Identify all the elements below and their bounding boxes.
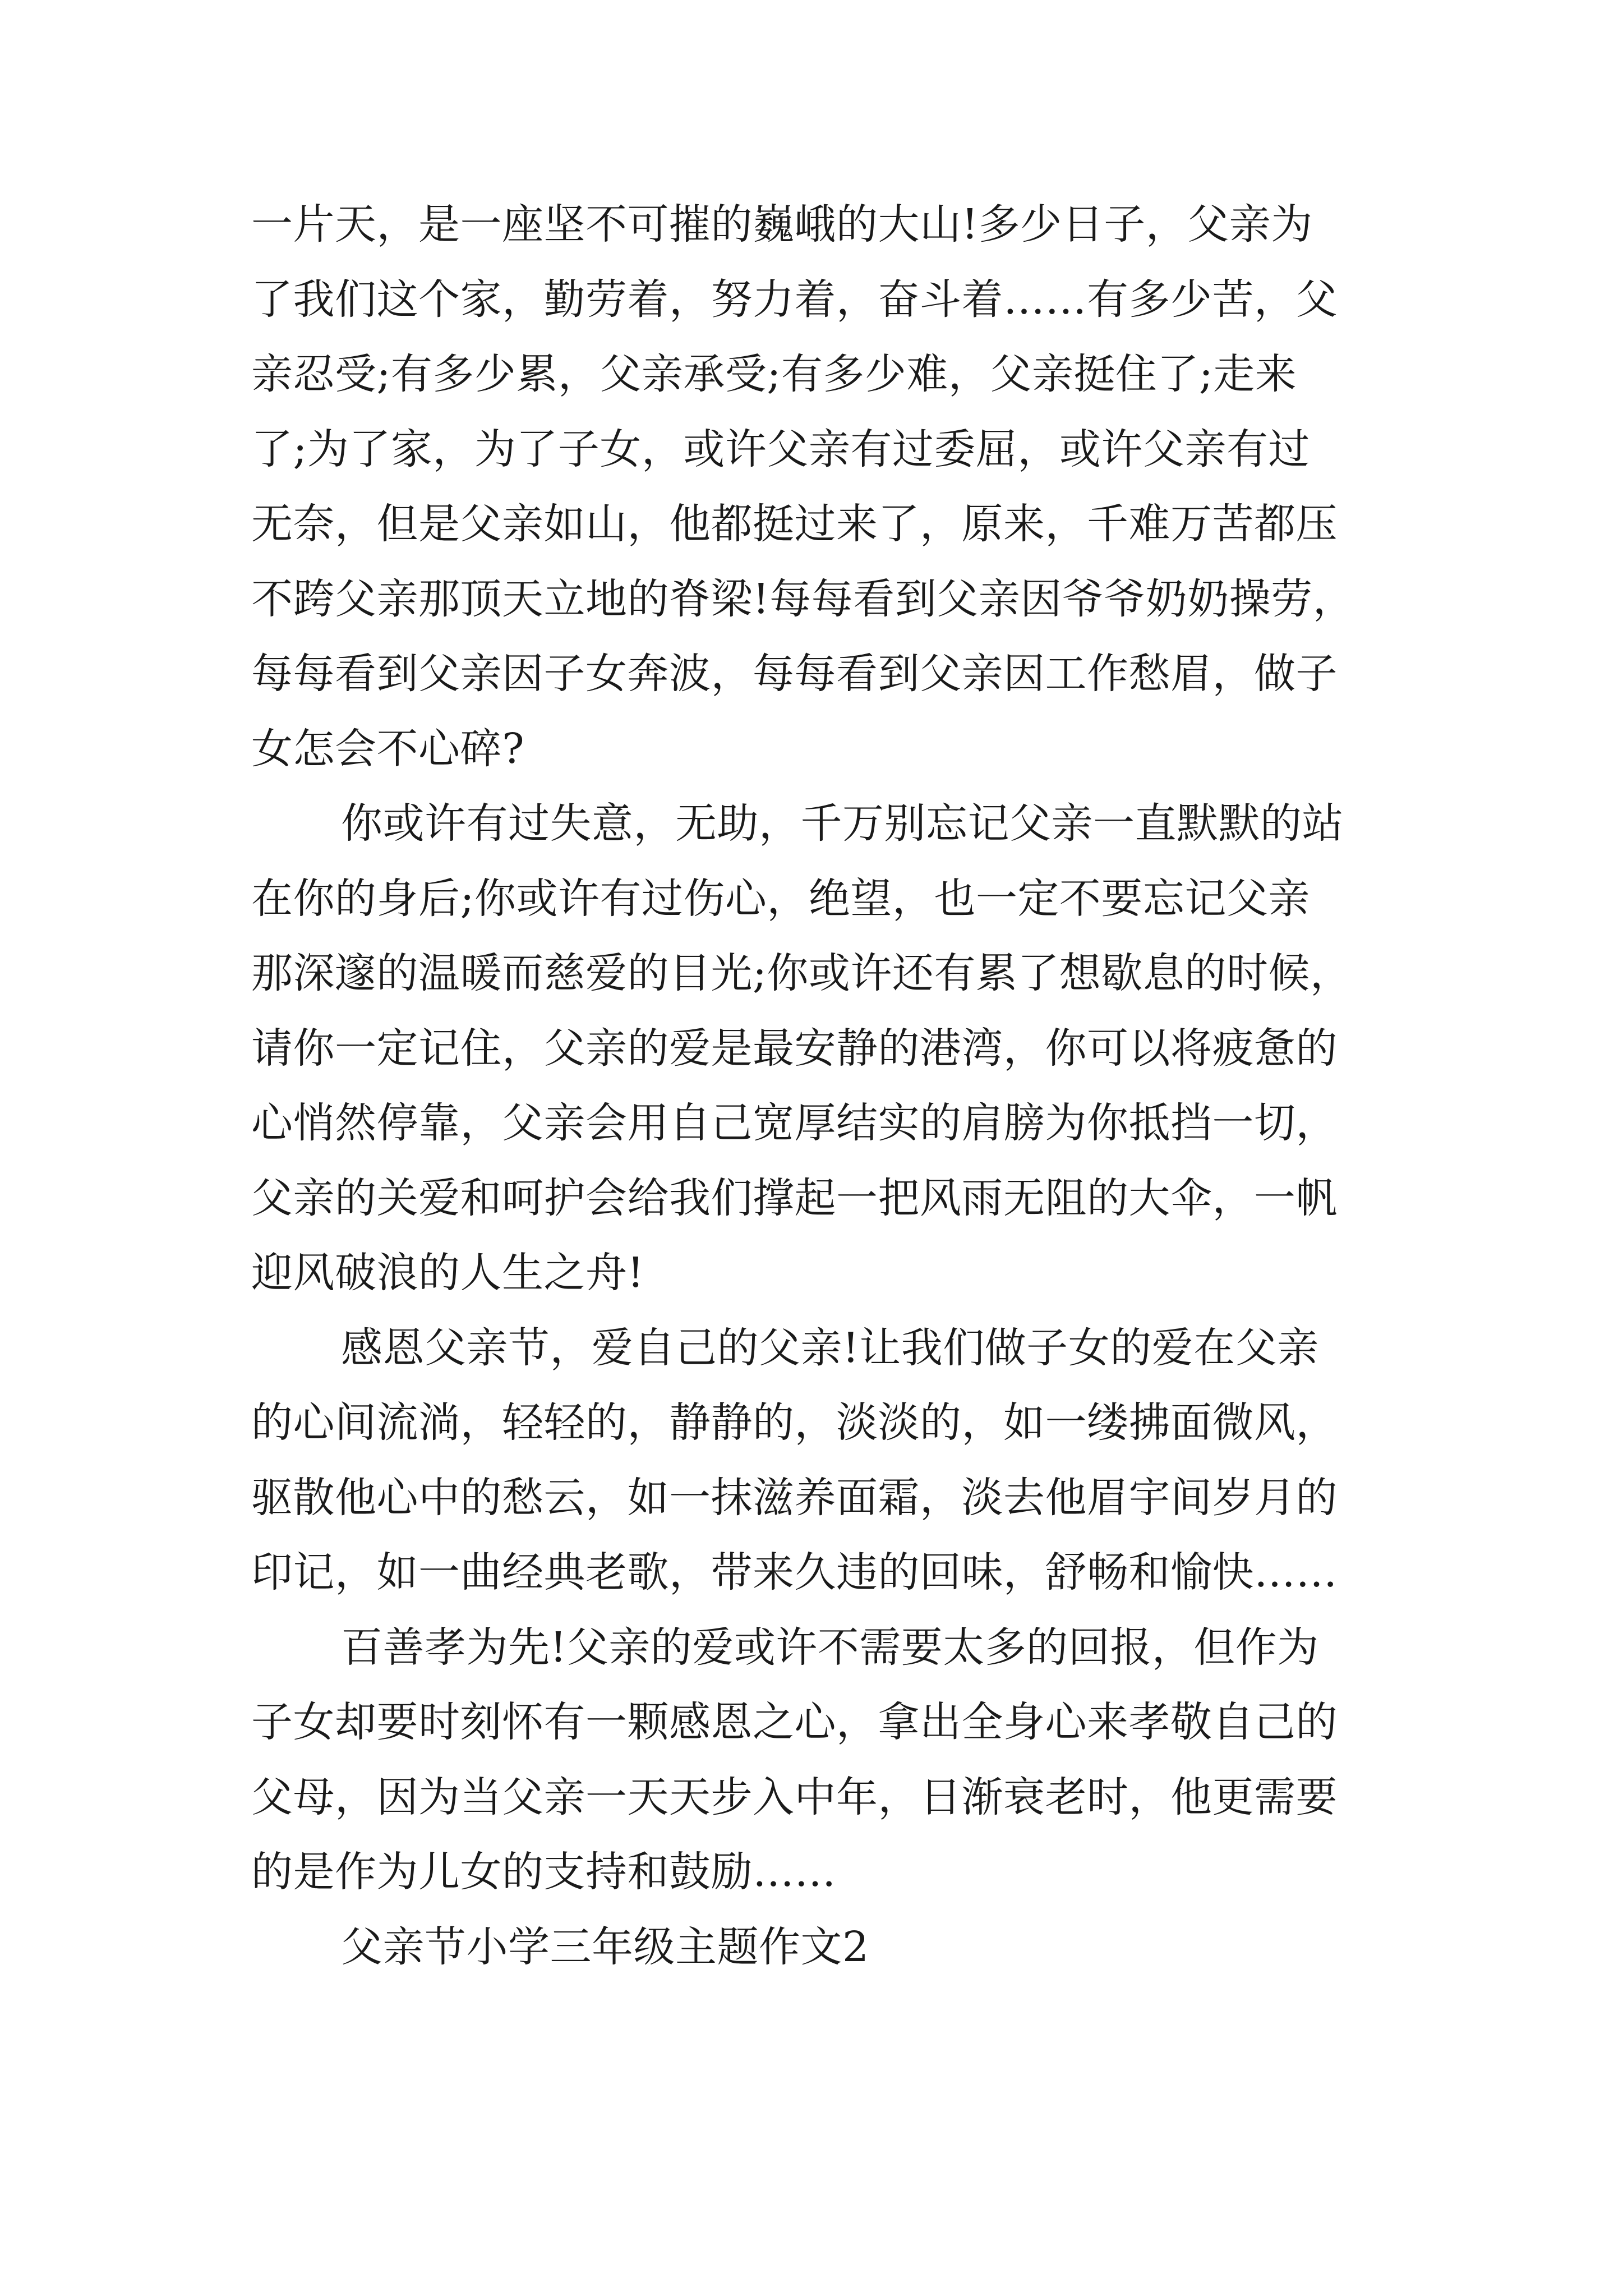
text-line: 女怎会不心碎?	[251, 724, 525, 773]
paragraph-3	[251, 1311, 1390, 1611]
text-line: 迎风破浪的人生之舟!	[251, 1249, 644, 1297]
text-line: 每每看到父亲因子女奔波，每每看到父亲因工作愁眉，做子	[251, 650, 1338, 698]
text-line: 子女却要时刻怀有一颗感恩之心，拿出全身心来孝敬自己的	[251, 1698, 1338, 1746]
paragraph-4	[251, 1611, 1390, 1910]
text-line: 感恩父亲节，爱自己的父亲!让我们做子女的爱在父亲	[341, 1323, 1319, 1372]
paragraph-2	[251, 786, 1390, 1311]
text-line: 百善孝为先!父亲的爱或许不需要太多的回报，但作为	[341, 1623, 1319, 1672]
text-line: 你或许有过失意，无助，千万别忘记父亲一直默默的站	[341, 799, 1344, 848]
text-line: 的是作为儿女的支持和鼓励……	[251, 1848, 836, 1896]
paragraph-1	[251, 187, 1390, 786]
text-line: 的心间流淌，轻轻的，静静的，淡淡的，如一缕拂面微风，	[251, 1398, 1338, 1447]
text-line: 那深邃的温暖而慈爱的目光;你或许还有累了想歇息的时候，	[251, 949, 1352, 997]
text-line: 不跨父亲那顶天立地的脊梁!每每看到父亲因爷爷奶奶操劳，	[251, 574, 1355, 623]
text-line: 在你的身后;你或许有过伤心，绝望，也一定不要忘记父亲	[251, 874, 1310, 923]
text-line: 了;为了家，为了子女，或许父亲有过委屈，或许父亲有过	[251, 425, 1310, 473]
text-line: 印记，如一曲经典老歌，带来久违的回味，舒畅和愉快……	[251, 1548, 1338, 1596]
text-line: 亲忍受;有多少累，父亲承受;有多少难，父亲挺住了;走来	[251, 350, 1297, 398]
text-line: 一片天，是一座坚不可摧的巍峨的大山!多少日子，父亲为	[251, 200, 1313, 249]
document-body	[251, 187, 1390, 1985]
text-line: 心悄然停靠，父亲会用自己宽厚结实的肩膀为你抵挡一切，	[251, 1099, 1338, 1147]
text-line: 父母，因为当父亲一天天步入中年，日渐衰老时，他更需要	[251, 1773, 1338, 1821]
text-line: 无奈，但是父亲如山，他都挺过来了，原来，千难万苦都压	[251, 500, 1338, 548]
text-line: 驱散他心中的愁云，如一抹滋养面霜，淡去他眉宇间岁月的	[251, 1473, 1338, 1522]
section-heading: 父亲节小学三年级主题作文2	[341, 1922, 869, 1971]
text-line: 请你一定记住，父亲的爱是最安静的港湾，你可以将疲惫的	[251, 1024, 1338, 1073]
text-line: 父亲的关爱和呵护会给我们撑起一把风雨无阻的大伞，一帆	[251, 1174, 1338, 1222]
text-line: 了我们这个家，勤劳着，努力着，奋斗着……有多少苦，父	[251, 275, 1338, 324]
